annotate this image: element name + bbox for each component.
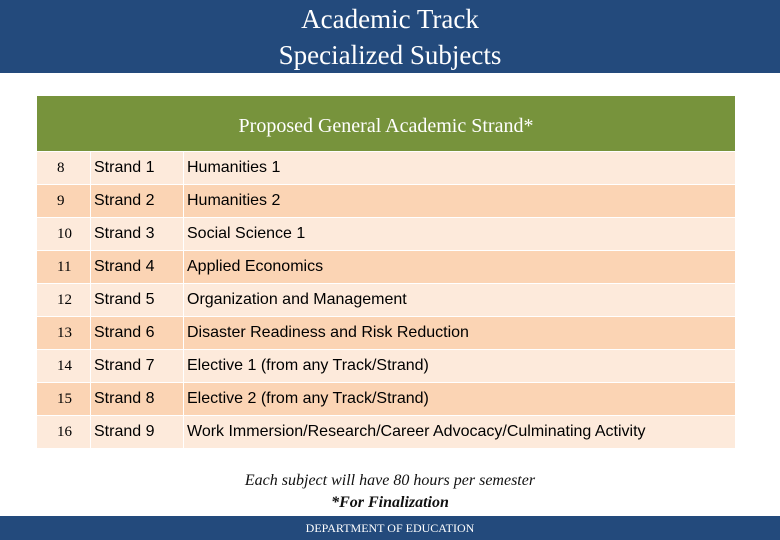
strand-name: Strand 6 bbox=[91, 317, 184, 349]
row-number: 10 bbox=[37, 218, 91, 250]
strand-name: Strand 4 bbox=[91, 251, 184, 283]
title-line-1: Academic Track bbox=[301, 3, 479, 34]
subjects-table bbox=[37, 96, 735, 448]
subject-name: Elective 2 (from any Track/Strand) bbox=[187, 390, 429, 407]
title-line-2: Specialized Subjects bbox=[278, 39, 502, 70]
strand-name: Strand 1 bbox=[91, 152, 184, 184]
row-number: 11 bbox=[37, 251, 91, 283]
strand-name: Strand 3 bbox=[91, 218, 184, 250]
footer-banner: DEPARTMENT OF EDUCATION bbox=[0, 516, 780, 540]
subject-name: Social Science 1 bbox=[187, 225, 306, 242]
subject-name: Elective 1 (from any Track/Strand) bbox=[187, 357, 429, 374]
subject-name: Applied Economics bbox=[187, 258, 324, 275]
strand-name: Strand 9 bbox=[91, 416, 184, 448]
subject-name: Work Immersion/Research/Career Advocacy/Culminating Activity bbox=[187, 423, 646, 440]
strand-name: Strand 8 bbox=[91, 383, 184, 415]
row-number: 9 bbox=[37, 185, 91, 217]
finalization-note: *For Finalization bbox=[331, 494, 449, 511]
table-row bbox=[37, 217, 735, 250]
subject-name: Humanities 2 bbox=[187, 192, 281, 209]
row-number: 16 bbox=[37, 416, 91, 448]
subject-name: Humanities 1 bbox=[187, 159, 281, 176]
row-number: 14 bbox=[37, 350, 91, 382]
row-number: 15 bbox=[37, 383, 91, 415]
table-row bbox=[37, 382, 735, 415]
title-banner bbox=[0, 0, 780, 73]
table-row bbox=[37, 151, 735, 184]
strand-name: Strand 7 bbox=[91, 350, 184, 382]
row-number: 8 bbox=[37, 152, 91, 184]
strand-name: Strand 2 bbox=[91, 185, 184, 217]
table-row bbox=[37, 349, 735, 382]
strand-name: Strand 5 bbox=[91, 284, 184, 316]
table-row bbox=[37, 415, 735, 448]
table-heading: Proposed General Academic Strand* bbox=[37, 96, 735, 151]
hours-note: Each subject will have 80 hours per semester bbox=[244, 472, 536, 489]
table-row bbox=[37, 283, 735, 316]
subject-name: Disaster Readiness and Risk Reduction bbox=[187, 324, 469, 341]
row-number: 13 bbox=[37, 317, 91, 349]
table-row bbox=[37, 250, 735, 283]
row-number: 12 bbox=[37, 284, 91, 316]
table-body bbox=[37, 151, 735, 448]
table-row bbox=[37, 316, 735, 349]
table-row bbox=[37, 184, 735, 217]
subject-name: Organization and Management bbox=[187, 291, 407, 308]
